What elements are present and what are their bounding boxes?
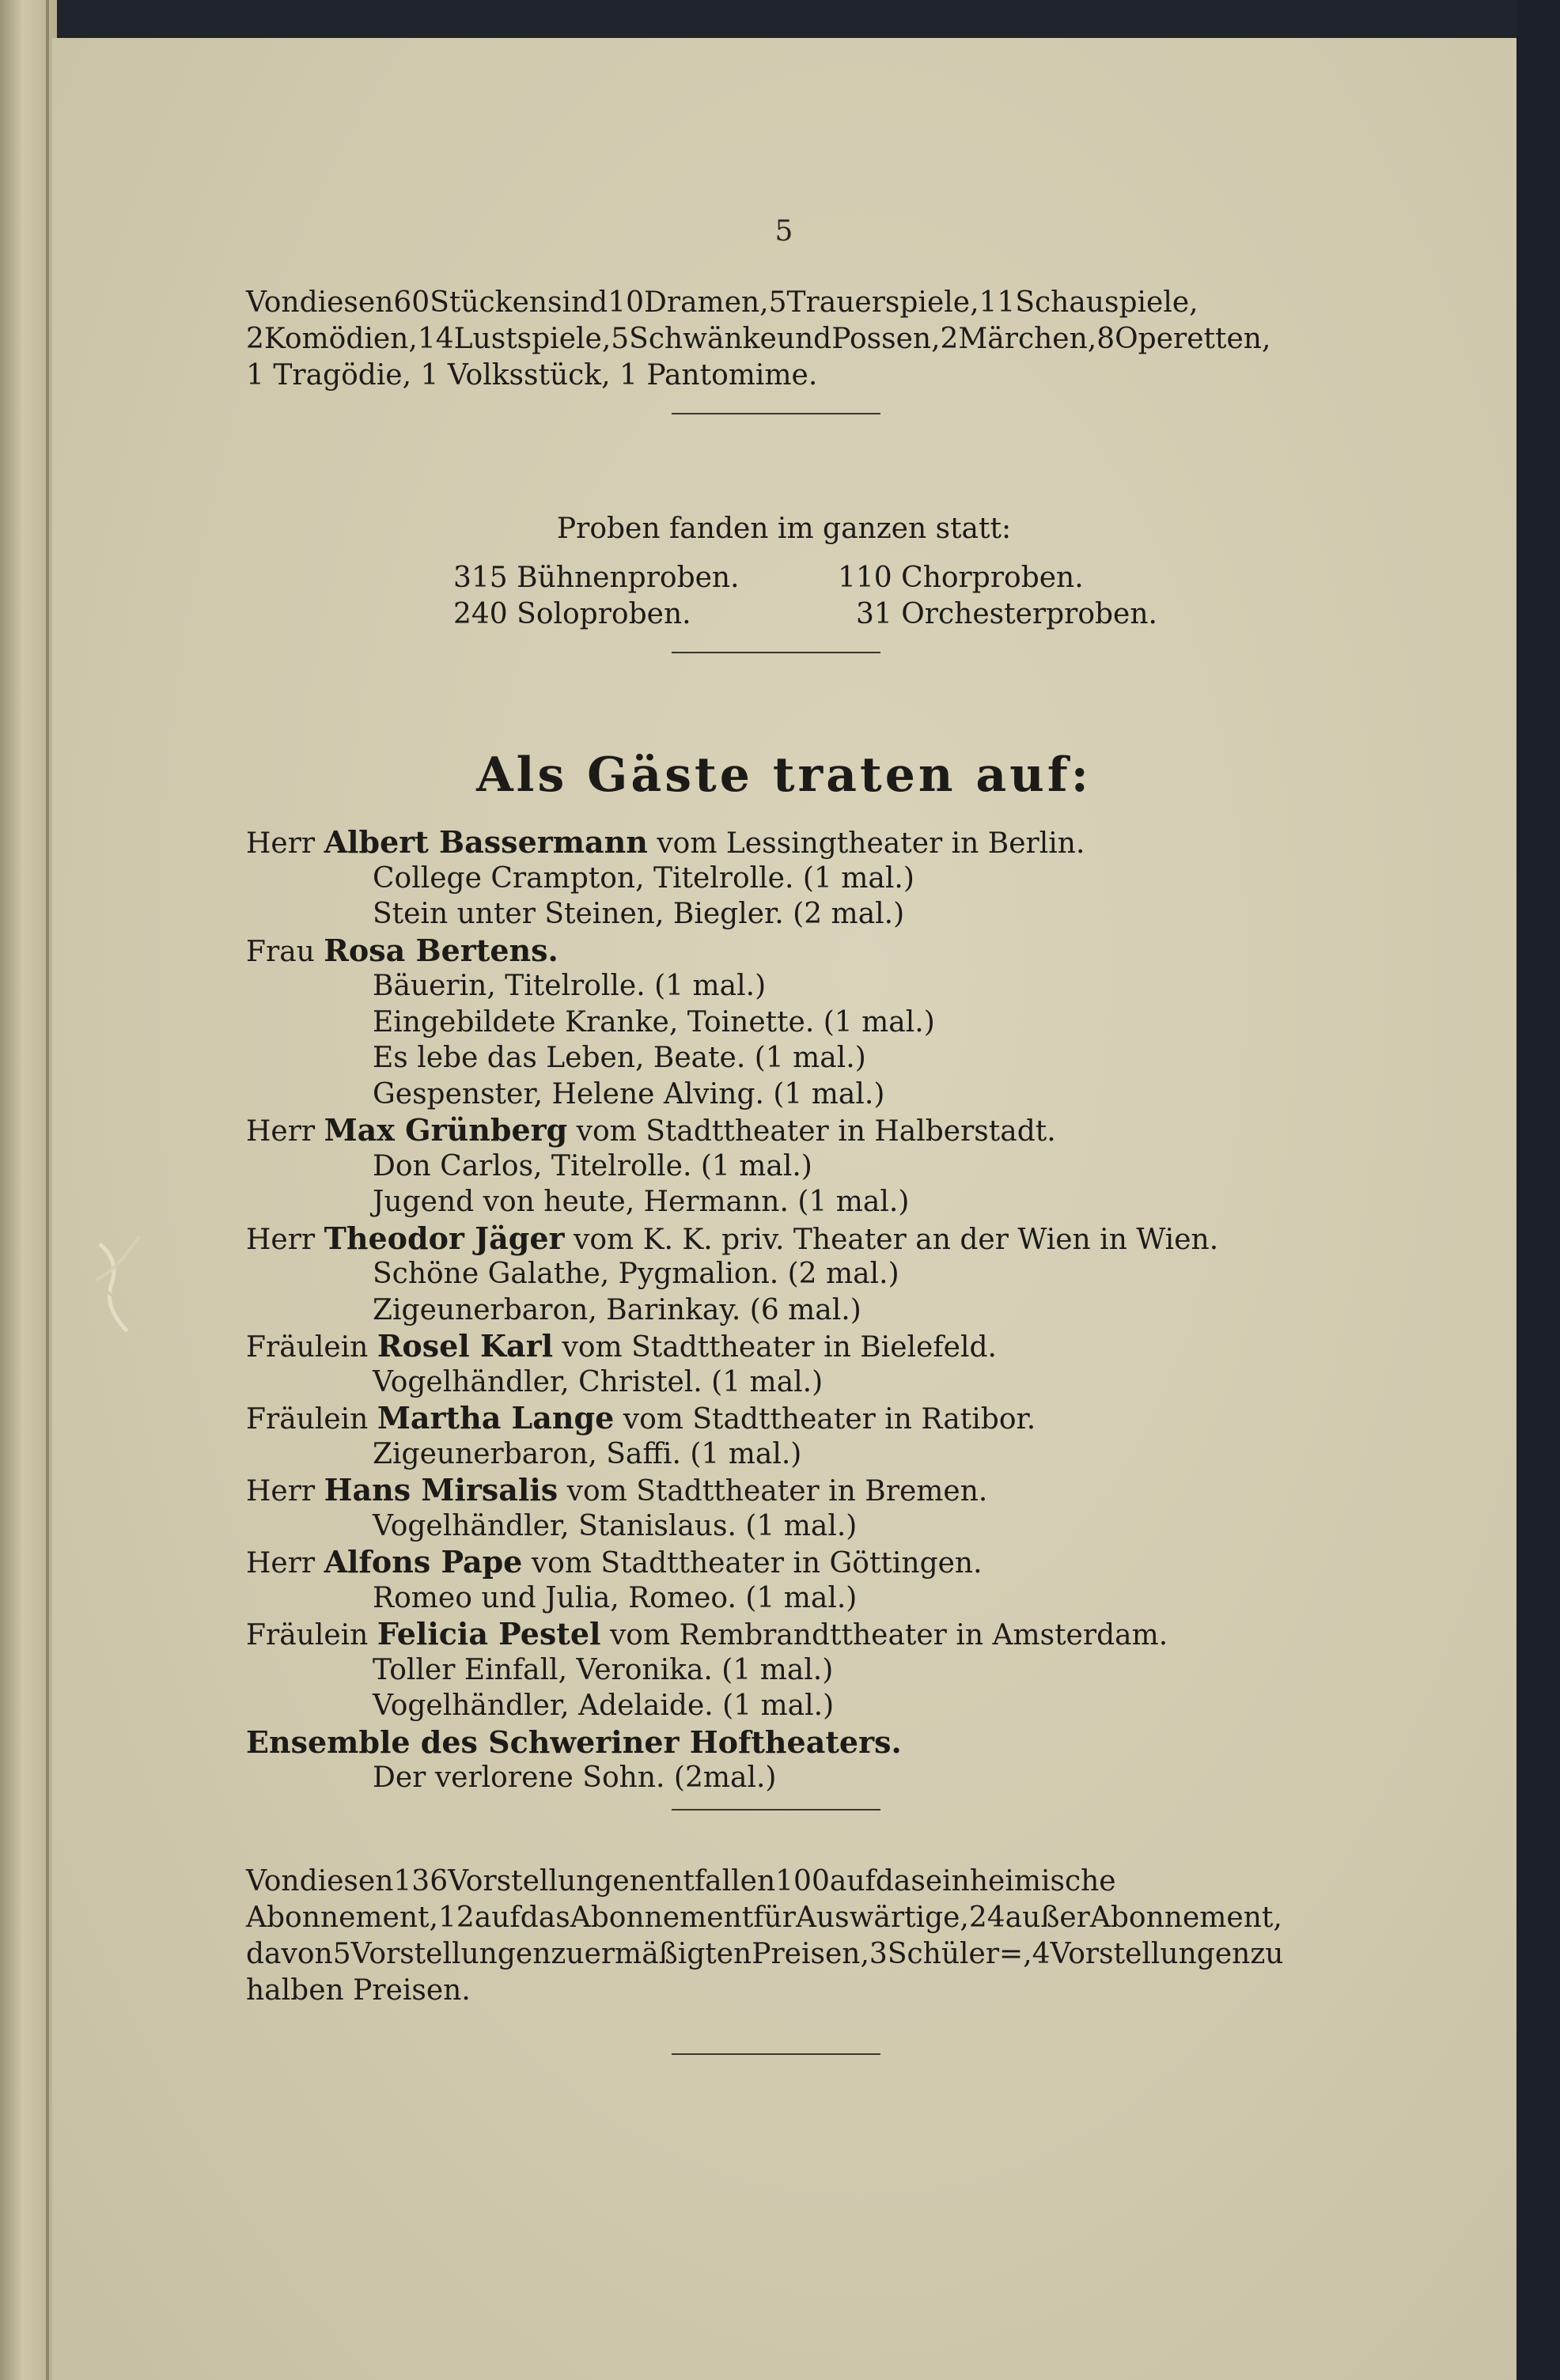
guest-name: Martha Lange bbox=[377, 1400, 615, 1436]
word: entfallen bbox=[647, 1865, 776, 1898]
word: Vorstellungen bbox=[350, 1938, 551, 1970]
rehearsals-cell: 240 Soloproben. bbox=[453, 598, 691, 630]
word: 11 bbox=[979, 286, 1016, 319]
ensemble-name: Ensemble des Schweriner Hoftheaters. bbox=[246, 1724, 902, 1760]
guest-role: Don Carlos, Titelrolle. (1 mal.) bbox=[373, 1149, 812, 1182]
guest-name: Hans Mirsalis bbox=[324, 1472, 558, 1508]
guest-role: Zigeunerbaron, Barinkay. (6 mal.) bbox=[373, 1293, 861, 1326]
word: einheimische bbox=[925, 1865, 1116, 1898]
word: diesen bbox=[299, 1865, 394, 1898]
guest-name: Theodor Jäger bbox=[324, 1220, 565, 1256]
intro-line bbox=[246, 321, 1322, 358]
paper-sheet bbox=[52, 38, 1522, 2380]
guest-entry bbox=[246, 1544, 1354, 1580]
guest-role: Vogelhändler, Christel. (1 mal.) bbox=[373, 1365, 824, 1398]
word: 2 bbox=[246, 323, 264, 355]
intro-paragraph bbox=[246, 285, 1322, 394]
closing-line bbox=[246, 1864, 1322, 1900]
guest-title: Herr bbox=[246, 1547, 316, 1580]
binding-edge bbox=[46, 0, 49, 2380]
guest-theatre: vom Rembrandttheater in Amsterdam. bbox=[609, 1619, 1168, 1652]
guest-name: Felicia Pestel bbox=[377, 1616, 601, 1652]
word: Lustspiele, bbox=[453, 323, 612, 355]
word: Abonnement bbox=[570, 1901, 754, 1934]
word: Von bbox=[246, 1865, 300, 1898]
intro-line: 1 Tragödie, 1 Volksstück, 1 Pantomime. bbox=[246, 359, 818, 392]
word: 5 bbox=[611, 323, 630, 355]
word: 136 bbox=[393, 1865, 449, 1898]
word: 14 bbox=[417, 323, 454, 355]
scan-background-top bbox=[0, 0, 1560, 38]
guest-title: Herr bbox=[246, 1223, 316, 1256]
word: 3 bbox=[869, 1938, 888, 1970]
closing-line bbox=[246, 1900, 1322, 1936]
rehearsals-row bbox=[246, 596, 1322, 633]
guest-name: Rosa Bertens. bbox=[324, 932, 558, 968]
guest-title: Fräulein bbox=[246, 1331, 369, 1364]
guest-theatre: vom K. K. priv. Theater an der Wien in Wien. bbox=[574, 1223, 1219, 1256]
closing-line bbox=[246, 1936, 1322, 1973]
word: 5 bbox=[768, 286, 787, 319]
guest-theatre: vom Stadttheater in Bremen. bbox=[566, 1475, 988, 1508]
section-divider bbox=[672, 413, 880, 414]
guest-title: Herr bbox=[246, 1475, 316, 1508]
guest-title: Fräulein bbox=[246, 1619, 369, 1652]
guest-title: Frau bbox=[246, 935, 315, 968]
guest-role: College Crampton, Titelrolle. (1 mal.) bbox=[373, 861, 914, 895]
guest-entry bbox=[246, 1400, 1354, 1436]
guest-title: Herr bbox=[246, 827, 316, 860]
guest-role: Eingebildete Kranke, Toinette. (1 mal.) bbox=[373, 1005, 935, 1039]
guest-entry bbox=[246, 933, 1354, 969]
rehearsals-row bbox=[246, 560, 1322, 596]
guest-entry bbox=[246, 1220, 1354, 1257]
guest-name: Max Grünberg bbox=[324, 1112, 568, 1148]
guest-role: Es lebe das Leben, Beate. (1 mal.) bbox=[373, 1042, 866, 1074]
guest-theatre: vom Lessingtheater in Berlin. bbox=[657, 827, 1085, 860]
section-divider bbox=[672, 2053, 880, 2055]
word: Vorstellungen bbox=[448, 1865, 648, 1898]
guest-entry bbox=[246, 1112, 1354, 1148]
word: 24 bbox=[968, 1901, 1005, 1934]
word: Dramen, bbox=[644, 286, 769, 319]
guest-name: Rosel Karl bbox=[377, 1328, 554, 1364]
scan-background-right bbox=[1516, 0, 1560, 2380]
guest-entry bbox=[246, 1472, 1354, 1508]
word: diesen bbox=[299, 286, 394, 319]
guest-theatre: vom Stadttheater in Göttingen. bbox=[531, 1547, 983, 1580]
rehearsals-cell: 315 Bühnenproben. bbox=[453, 562, 740, 594]
guests-heading: Als Gäste traten auf: bbox=[476, 747, 1092, 803]
word: Vorstellungen bbox=[1050, 1938, 1251, 1970]
word: zu bbox=[1250, 1938, 1284, 1970]
section-divider bbox=[672, 652, 880, 653]
word: Operetten, bbox=[1115, 323, 1271, 355]
word: Stücken bbox=[430, 286, 547, 319]
guest-title: Fräulein bbox=[246, 1403, 369, 1436]
closing-line: halben Preisen. bbox=[246, 1974, 471, 2007]
intro-line bbox=[246, 285, 1322, 321]
word: Possen, bbox=[831, 323, 941, 355]
guest-role: Vogelhändler, Adelaide. (1 mal.) bbox=[373, 1689, 835, 1722]
word: Schwänke bbox=[629, 323, 777, 355]
binding-thread-icon bbox=[96, 1213, 151, 1347]
word: auf bbox=[829, 1865, 876, 1898]
word: 12 bbox=[437, 1901, 475, 1934]
guest-theatre: vom Stadttheater in Halberstadt. bbox=[576, 1115, 1056, 1148]
word: das bbox=[875, 1865, 926, 1898]
guest-role: Stein unter Steinen, Biegler. (2 mal.) bbox=[373, 898, 905, 930]
guest-role: Schöne Galathe, Pygmalion. (2 mal.) bbox=[373, 1258, 899, 1290]
word: 4 bbox=[1032, 1938, 1051, 1970]
guest-role: Gespenster, Helene Alving. (1 mal.) bbox=[373, 1077, 885, 1111]
word: 8 bbox=[1096, 323, 1115, 355]
word: sind bbox=[547, 286, 608, 319]
guest-theatre: vom Stadttheater in Bielefeld. bbox=[562, 1331, 997, 1364]
word: ermäßigten bbox=[584, 1938, 752, 1970]
guest-role: Romeo und Julia, Romeo. (1 mal.) bbox=[373, 1581, 858, 1614]
word: für bbox=[753, 1901, 796, 1934]
guest-entry bbox=[246, 1616, 1354, 1652]
word: Abonnement, bbox=[246, 1901, 438, 1934]
guest-name: Alfons Pape bbox=[324, 1544, 523, 1580]
guest-role: Bäuerin, Titelrolle. (1 mal.) bbox=[373, 970, 767, 1002]
rehearsals-table bbox=[246, 560, 1322, 633]
word: 2 bbox=[940, 323, 959, 355]
ensemble-role: Der verlorene Sohn. (2mal.) bbox=[373, 1761, 777, 1794]
guest-title: Herr bbox=[246, 1115, 316, 1148]
guest-role: Vogelhändler, Stanislaus. (1 mal.) bbox=[373, 1509, 858, 1542]
guest-role: Toller Einfall, Veronika. (1 mal.) bbox=[373, 1653, 834, 1686]
guest-role: Zigeunerbaron, Saffi. (1 mal.) bbox=[373, 1437, 802, 1470]
word: 100 bbox=[775, 1865, 830, 1898]
word: Schüler=, bbox=[887, 1938, 1032, 1970]
word: und bbox=[776, 323, 832, 355]
word: Märchen, bbox=[958, 323, 1097, 355]
word: Trauerspiele, bbox=[786, 286, 979, 319]
word: Auswärtige, bbox=[795, 1901, 969, 1934]
word: Komödien, bbox=[263, 323, 418, 355]
guest-entry bbox=[246, 824, 1354, 861]
closing-paragraph bbox=[246, 1864, 1322, 2009]
word: Von bbox=[246, 286, 300, 319]
ensemble-entry bbox=[246, 1724, 1354, 1761]
rehearsals-heading: Proben fanden im ganzen statt: bbox=[556, 513, 1012, 545]
word: außer bbox=[1005, 1901, 1090, 1934]
rehearsals-cell: 110 Chorproben. bbox=[838, 562, 1084, 594]
guest-name: Albert Bassermann bbox=[324, 824, 648, 860]
word: auf bbox=[474, 1901, 521, 1934]
section-divider bbox=[672, 1809, 880, 1811]
word: 10 bbox=[608, 286, 645, 319]
rehearsals-cell: 31 Orchesterproben. bbox=[856, 598, 1157, 630]
guest-theatre: vom Stadttheater in Ratibor. bbox=[623, 1403, 1036, 1436]
word: 5 bbox=[332, 1938, 351, 1970]
page-number: 5 bbox=[774, 215, 793, 248]
guest-entry bbox=[246, 1328, 1354, 1364]
word: zu bbox=[551, 1938, 585, 1970]
word: Schauspiele, bbox=[1015, 286, 1198, 319]
guest-role: Jugend von heute, Hermann. (1 mal.) bbox=[373, 1186, 910, 1218]
word: Preisen, bbox=[752, 1938, 869, 1970]
word: 60 bbox=[393, 286, 430, 319]
word: Abonnement, bbox=[1089, 1901, 1282, 1934]
word: das bbox=[520, 1901, 570, 1934]
word: davon bbox=[246, 1938, 333, 1970]
guest-list bbox=[246, 824, 1354, 1796]
